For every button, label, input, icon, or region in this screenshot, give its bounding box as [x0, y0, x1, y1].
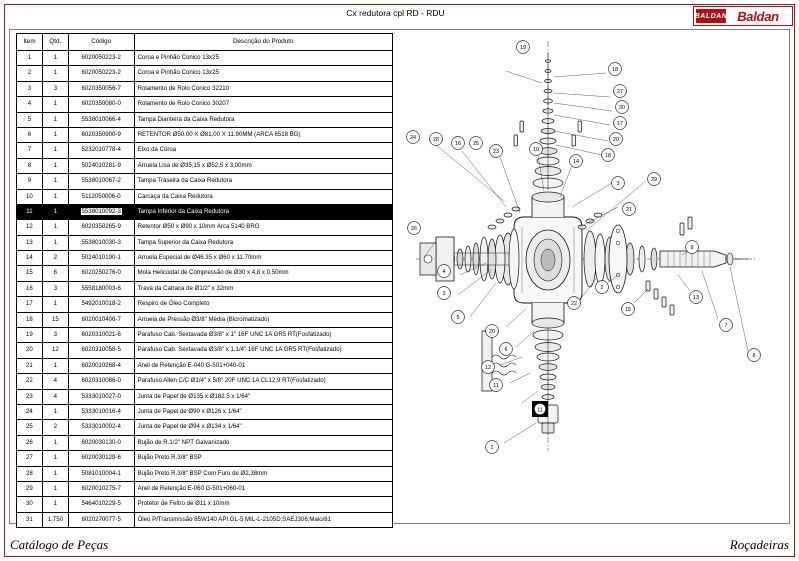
- cell-qtd: 2: [42, 420, 68, 435]
- cell-codigo: 5024010190-1: [68, 251, 134, 266]
- cell-descricao: Arruela Lisa de Ø35,15 x Ø52,5 x 3,00mm: [134, 158, 392, 173]
- cell-codigo: 6020030129-6: [68, 451, 134, 466]
- cell-descricao: Tampa Superior da Caixa Redutora: [134, 235, 392, 250]
- cell-item: 11: [17, 204, 43, 219]
- table-row[interactable]: [17, 112, 393, 127]
- table-row[interactable]: [17, 312, 393, 327]
- cell-descricao: Trava da Catraca de Ø1/2" x 32mm: [134, 281, 392, 296]
- table-row[interactable]: [17, 420, 393, 435]
- cell-qtd: 4: [42, 374, 68, 389]
- table-row[interactable]: [17, 497, 393, 512]
- diagram-callout: 28: [433, 137, 439, 144]
- diagram-callout: 27: [617, 89, 623, 96]
- cell-qtd: 1: [42, 97, 68, 112]
- table-row[interactable]: [17, 466, 393, 481]
- table-header-row: [17, 34, 393, 51]
- cell-descricao: Retentor Ø50 x Ø90 x 10mm Arca 5140 BRG: [134, 220, 392, 235]
- diagram-callout: 26: [411, 226, 417, 233]
- cell-qtd: 1: [42, 143, 68, 158]
- cell-codigo: 5538010067-2: [68, 174, 134, 189]
- cell-qtd: 1: [42, 220, 68, 235]
- cell-descricao: Bujão de R.1/2" NPT Galvanizado: [134, 435, 392, 450]
- table-row[interactable]: [17, 204, 393, 219]
- cell-descricao: Carcaça da Caixa Redutora: [134, 189, 392, 204]
- cell-descricao: Respiro de Óleo Completo: [134, 297, 392, 312]
- cell-descricao: Protetor de Feltro de Ø11 x 10mm: [134, 497, 392, 512]
- column-header-descricao: Descrição do Produto: [134, 34, 392, 51]
- column-header-item: Item: [17, 34, 43, 51]
- footer-left-text: Catálogo de Peças: [10, 537, 109, 552]
- cell-qtd: 3: [42, 81, 68, 96]
- cell-item: 13: [17, 235, 43, 250]
- table-row[interactable]: [17, 143, 393, 158]
- svg-text:11: 11: [537, 407, 543, 414]
- cell-item: 8: [17, 158, 43, 173]
- cell-item: 24: [17, 404, 43, 419]
- cell-qtd: 1: [42, 481, 68, 496]
- cell-item: 18: [17, 312, 43, 327]
- diagram-callout: 30: [619, 105, 625, 112]
- cell-item: 17: [17, 297, 43, 312]
- diagram-callout: 24: [410, 135, 416, 142]
- cell-descricao: Parafuso Cab. Sextavada Ø3/8" x 1.1/4" 16F UNC 1A GR5 RT(Fosfatizado): [134, 343, 392, 358]
- cell-descricao: Junta de Papel de Ø135 x Ø182.5 x 1/64": [134, 389, 392, 404]
- cell-codigo: 6020350900-9: [68, 127, 134, 142]
- table-row[interactable]: [17, 281, 393, 296]
- table-row[interactable]: [17, 81, 393, 96]
- diagram-callout: 23: [493, 149, 499, 156]
- cell-item: 9: [17, 174, 43, 189]
- cell-codigo: 5492010018-2: [68, 297, 134, 312]
- cell-codigo: 5333010027-0: [68, 389, 134, 404]
- diagram-callout: 1: [490, 445, 494, 452]
- cell-codigo: 6020050223-2: [68, 51, 134, 66]
- cell-codigo: 5333010016-4: [68, 404, 134, 419]
- cell-item: 23: [17, 389, 43, 404]
- cell-codigo: 6020270077-5: [68, 512, 134, 527]
- parts-table: [16, 33, 393, 528]
- table-row[interactable]: [17, 66, 393, 81]
- diagram-callout: 29: [651, 177, 657, 184]
- footer-right-text: Roçadeiras: [729, 537, 789, 552]
- cell-qtd: 1: [42, 204, 68, 219]
- cell-item: 27: [17, 451, 43, 466]
- diagram-callout: 15: [625, 307, 631, 314]
- diagram-callout: 20: [489, 329, 495, 336]
- cell-item: 30: [17, 497, 43, 512]
- cell-qtd: 1: [42, 358, 68, 373]
- table-row[interactable]: [17, 343, 393, 358]
- cell-item: 31: [17, 512, 43, 527]
- cell-descricao: Coroa e Pinhão Conico 13x25: [134, 66, 392, 81]
- cell-descricao: Arruela Especial de Ø46.35 x Ø60 x 11.70mm: [134, 251, 392, 266]
- table-row[interactable]: [17, 51, 393, 66]
- cell-item: 20: [17, 343, 43, 358]
- table-row[interactable]: [17, 235, 393, 250]
- highlighted-code: 5538010092-3: [81, 207, 121, 215]
- cell-descricao: Junta de Papel de Ø90 x Ø126 x 1/64": [134, 404, 392, 419]
- table-row[interactable]: [17, 127, 393, 142]
- cell-codigo: 5464010229-5: [68, 497, 134, 512]
- cell-descricao: Tampa Inferior da Caixa Redutora: [134, 204, 392, 219]
- cell-codigo: 6020250276-0: [68, 266, 134, 281]
- cell-codigo: 5024010281-9: [68, 158, 134, 173]
- table-row[interactable]: [17, 435, 393, 450]
- diagram-callout: 3: [442, 291, 446, 298]
- brand-logo: [693, 6, 793, 26]
- logo-wordmark: Baldan: [737, 8, 779, 24]
- cell-item: 16: [17, 281, 43, 296]
- diagram-callout: 4: [442, 269, 446, 276]
- cell-codigo: 6020010268-4: [68, 358, 134, 373]
- cell-item: 14: [17, 251, 43, 266]
- exploded-diagram: [396, 31, 788, 521]
- diagram-callout: 22: [571, 301, 577, 308]
- table-row[interactable]: [17, 451, 393, 466]
- cell-qtd: 1: [42, 66, 68, 81]
- cell-codigo: 6020010275-7: [68, 481, 134, 496]
- cell-descricao: Parafuso Cab. Sextavada Ø3/8" x 1" 16F UNC 1A GR5 RT(Fosfatizado): [134, 328, 392, 343]
- table-row[interactable]: [17, 374, 393, 389]
- cell-qtd: 1: [42, 451, 68, 466]
- cell-descricao: Junta de Papel de Ø94 x Ø134 x 1/64": [134, 420, 392, 435]
- cell-codigo: 6020010406-7: [68, 312, 134, 327]
- cell-qtd: 1: [42, 404, 68, 419]
- cell-item: 29: [17, 481, 43, 496]
- cell-qtd: 1: [42, 466, 68, 481]
- cell-qtd: 12: [42, 343, 68, 358]
- cell-item: 6: [17, 127, 43, 142]
- cell-item: 12: [17, 220, 43, 235]
- cell-codigo: 5081010004-1: [68, 466, 134, 481]
- cell-descricao: Anel de Retenção E-060 G-501+060-01: [134, 481, 392, 496]
- cell-qtd: 6: [42, 266, 68, 281]
- parts-table-body: [17, 51, 393, 528]
- cell-codigo: [68, 204, 134, 219]
- table-row[interactable]: [17, 389, 393, 404]
- cell-qtd: 3: [42, 328, 68, 343]
- cell-codigo: 5333010002-4: [68, 420, 134, 435]
- cell-qtd: 1: [42, 51, 68, 66]
- cell-codigo: 6020050223-2: [68, 66, 134, 81]
- cell-qtd: 1: [42, 189, 68, 204]
- cell-codigo: 6020310086-0: [68, 374, 134, 389]
- diagram-callout: 8: [752, 353, 756, 360]
- table-row[interactable]: [17, 404, 393, 419]
- cell-qtd: 3: [42, 281, 68, 296]
- cell-qtd: 1: [42, 435, 68, 450]
- cell-codigo: 5558180003-6: [68, 281, 134, 296]
- cell-qtd: 1: [42, 158, 68, 173]
- cell-codigo: 6020030130-0: [68, 435, 134, 450]
- cell-descricao: RETENTOR Ø50.00 X Ø81,00 X 11.90MM (ARCA 6518 BG): [134, 127, 392, 142]
- cell-codigo: 6020310058-5: [68, 343, 134, 358]
- table-row[interactable]: [17, 189, 393, 204]
- cell-descricao: Rolamento de Rolo Conico 30207: [134, 97, 392, 112]
- diagram-callout: 17: [617, 121, 623, 128]
- table-row[interactable]: [17, 158, 393, 173]
- diagram-callout: 10: [533, 147, 539, 154]
- cell-qtd: 2: [42, 251, 68, 266]
- table-row[interactable]: [17, 328, 393, 343]
- table-row[interactable]: [17, 481, 393, 496]
- diagram-callout: 6: [504, 347, 508, 354]
- diagram-callout: 12: [485, 365, 491, 372]
- cell-item: 26: [17, 435, 43, 450]
- cell-descricao: Eixo da Coroa: [134, 143, 392, 158]
- cell-item: 4: [17, 97, 43, 112]
- cell-codigo: 5538010066-4: [68, 112, 134, 127]
- cell-codigo: 6020310021-6: [68, 328, 134, 343]
- cell-codigo: 6020350265-9: [68, 220, 134, 235]
- cell-qtd: 4: [42, 389, 68, 404]
- column-header-codigo: Código: [68, 34, 134, 51]
- cell-codigo: 6020350080-0: [68, 97, 134, 112]
- cell-descricao: Parafuso Allen C/C Ø1/4" x 5/8" 20F UNC 1A CL12,9 RT(Fosfatizado): [134, 374, 392, 389]
- cell-descricao: Anel de Retenção E-040 G-501+040-01: [134, 358, 392, 373]
- cell-item: 10: [17, 189, 43, 204]
- cell-item: 5: [17, 112, 43, 127]
- cell-descricao: Óleo P/Transmissão 85W140 API GL-5 MIL-L-2105D;SAEJ306;Maio/81: [134, 512, 392, 527]
- cell-item: 19: [17, 328, 43, 343]
- cell-qtd: 1: [42, 497, 68, 512]
- cell-item: 21: [17, 358, 43, 373]
- cell-codigo: 6020350056-7: [68, 81, 134, 96]
- cell-qtd: 1: [42, 127, 68, 142]
- cell-descricao: Tampa Traseira da Caixa Redutora: [134, 174, 392, 189]
- diagram-callout: 18: [605, 153, 611, 160]
- diagram-callout: 11: [493, 383, 499, 390]
- cell-descricao: Arruela de Pressão Ø3/8" Média (Bicromatizado): [134, 312, 392, 327]
- table-row[interactable]: [17, 297, 393, 312]
- cell-qtd: 1: [42, 297, 68, 312]
- table-row[interactable]: [17, 358, 393, 373]
- diagram-callout: 21: [626, 207, 632, 214]
- cell-qtd: 1: [42, 235, 68, 250]
- cell-codigo: 5112050006-0: [68, 189, 134, 204]
- cell-item: 2: [17, 66, 43, 81]
- cell-codigo: 5538010030-3: [68, 235, 134, 250]
- cell-qtd: 1: [42, 112, 68, 127]
- logo-mark-icon: BALDAN: [696, 9, 726, 23]
- diagram-callout: 16: [455, 141, 461, 148]
- diagram-callout: 9: [690, 245, 694, 252]
- cell-qtd: 1: [42, 174, 68, 189]
- diagram-callout: 18: [612, 67, 618, 74]
- diagram-callout: 14: [573, 159, 579, 166]
- cell-descricao: Bujão Preto R.3/8" BSP: [134, 451, 392, 466]
- cell-qtd: 15: [42, 312, 68, 327]
- cell-codigo: 5232010778-4: [68, 143, 134, 158]
- cell-item: 22: [17, 374, 43, 389]
- cell-item: 3: [17, 81, 43, 96]
- table-row[interactable]: [17, 220, 393, 235]
- cell-item: 7: [17, 143, 43, 158]
- diagram-callout: 7: [724, 323, 728, 330]
- cell-descricao: Tampa Dianteira da Caixa Redutora: [134, 112, 392, 127]
- cell-qtd: 1,750: [42, 512, 68, 527]
- diagram-callout: 2: [600, 285, 604, 292]
- diagram-callout: 5: [456, 315, 460, 322]
- diagram-callout: 20: [613, 137, 619, 144]
- table-row[interactable]: [17, 97, 393, 112]
- diagram-callout: 13: [693, 295, 699, 302]
- table-row[interactable]: [17, 512, 393, 527]
- table-row[interactable]: [17, 251, 393, 266]
- cell-descricao: Rolamento de Rolo Conico 32210: [134, 81, 392, 96]
- diagram-callout: 25: [473, 141, 479, 148]
- diagram-callout: 19: [520, 45, 526, 52]
- table-row[interactable]: [17, 174, 393, 189]
- cell-descricao: Bujão Preto R.3/8" BSP Com Furo de Ø2,38mm: [134, 466, 392, 481]
- table-row[interactable]: [17, 266, 393, 281]
- cell-descricao: Coroa e Pinhão Conico 13x25: [134, 51, 392, 66]
- cell-item: 28: [17, 466, 43, 481]
- cell-item: 1: [17, 51, 43, 66]
- diagram-callout: 3: [616, 181, 620, 188]
- cell-descricao: Mola Helicoidal de Compressão de Ø30 x 4,8 x 0.50mm: [134, 266, 392, 281]
- column-header-qtd: Qtd.: [42, 34, 68, 51]
- page-title: Cx redutora cpl RD - RDU: [346, 8, 445, 18]
- diagram-svg: [396, 31, 788, 521]
- cell-item: 15: [17, 266, 43, 281]
- cell-item: 25: [17, 420, 43, 435]
